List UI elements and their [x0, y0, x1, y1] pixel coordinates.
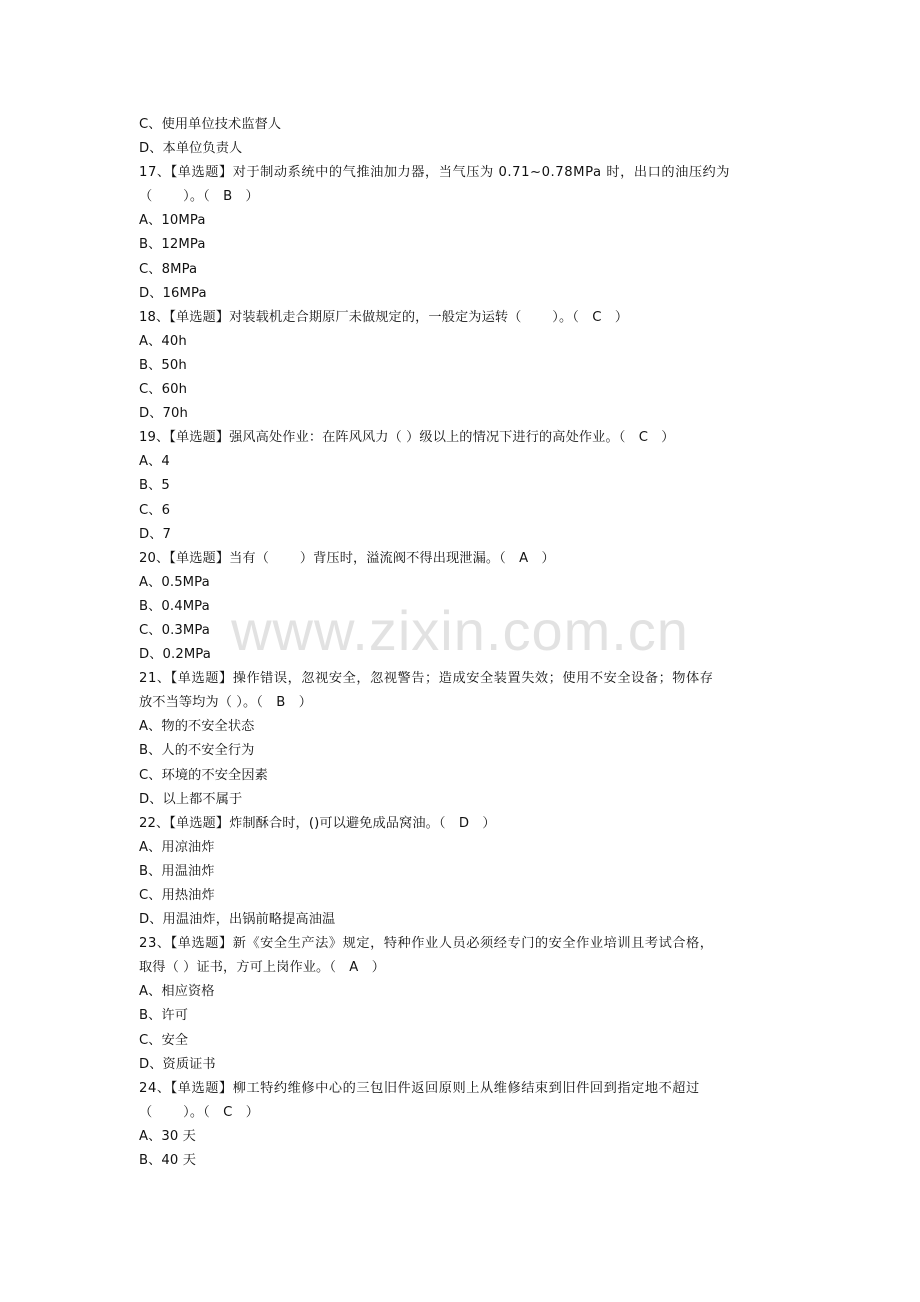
option-line: D、以上都不属于 [139, 791, 243, 807]
option-line: A、0.5MPa [139, 574, 210, 590]
option-line: B、50h [139, 357, 187, 373]
option-line: A、相应资格 [139, 984, 215, 1000]
option-line: A、30 天 [139, 1128, 196, 1144]
option-line: D、资质证书 [139, 1056, 216, 1072]
option-line: B、12MPa [139, 237, 206, 253]
option-line: B、许可 [139, 1008, 189, 1024]
question-22-stem: 22、【单选题】炸制酥合时，()可以避免成品窝油。（ D ） [139, 815, 496, 831]
option-line: C、安全 [139, 1032, 189, 1048]
option-line: B、5 [139, 478, 170, 494]
question-19-stem: 19、【单选题】强风高处作业：在阵风风力（ ）级以上的情况下进行的高处作业。（ C ） [139, 430, 675, 446]
question-21-stem-cont: 放不当等均为（ ）。（ B ） [139, 695, 312, 711]
option-line: D、70h [139, 406, 188, 422]
option-line: B、用温油炸 [139, 863, 215, 879]
option-line: A、4 [139, 454, 170, 470]
option-line: C、用热油炸 [139, 888, 215, 903]
option-line: C、8MPa [139, 261, 198, 277]
question-18-stem: 18、【单选题】对装载机走合期原厂未做规定的，一般定为运转（ ）。（ C ） [139, 309, 629, 325]
option-line: B、0.4MPa [139, 598, 210, 614]
option-line: D、0.2MPa [139, 647, 211, 663]
question-21-stem: 21、【单选题】操作错误，忽视安全，忽视警告；造成安全装置失效；使用不安全设备；物体存 [139, 671, 714, 687]
question-24-stem-cont: （ ）。（ C ） [139, 1104, 259, 1120]
option-line: C、60h [139, 382, 188, 398]
option-line: C、使用单位技术监督人 [139, 117, 282, 132]
option-line: D、7 [139, 526, 172, 542]
question-list [139, 113, 789, 1173]
option-line: B、人的不安全行为 [139, 743, 255, 759]
option-line: C、6 [139, 502, 171, 518]
question-17-stem-cont: （ ）。（ B ） [139, 189, 259, 205]
question-20-stem: 20、【单选题】当有（ ）背压时，溢流阀不得出现泄漏。（ A ） [139, 550, 555, 566]
question-17-stem: 17、【单选题】对于制动系统中的气推油加力器，当气压为 0.71~0.78MPa 时，出口的油压约为 [139, 165, 731, 181]
option-line: A、40h [139, 333, 187, 349]
option-line: A、10MPa [139, 213, 206, 229]
option-line: A、物的不安全状态 [139, 719, 255, 735]
question-24-stem: 24、【单选题】柳工特约维修中心的三包旧件返回原则上从维修结束到旧件回到指定地不超过 [139, 1080, 700, 1096]
question-23-stem-cont: 取得（ ）证书，方可上岗作业。（ A ） [139, 960, 385, 976]
option-line: D、本单位负责人 [139, 141, 243, 157]
option-line: A、用凉油炸 [139, 839, 215, 855]
option-line: B、40 天 [139, 1153, 196, 1169]
option-line: C、环境的不安全因素 [139, 767, 268, 783]
question-23-stem: 23、【单选题】新《安全生产法》规定，特种作业人员必须经专门的安全作业培训且考试合格， [139, 936, 714, 952]
option-line: C、0.3MPa [139, 622, 210, 638]
option-line: D、用温油炸，出锅前略提高油温 [139, 912, 336, 928]
watermark: www.zixin.com.cn [231, 599, 689, 662]
option-line: D、16MPa [139, 285, 207, 301]
